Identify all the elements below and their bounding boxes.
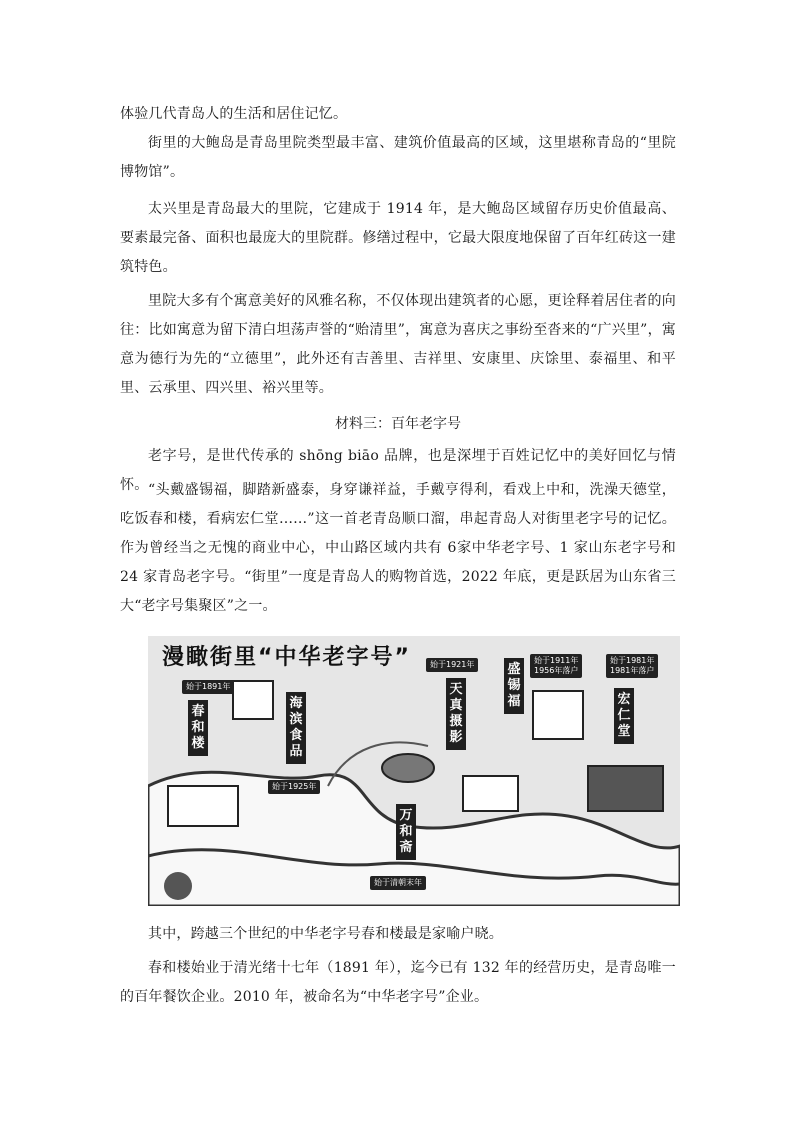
tag-1925: 始于1925年 — [268, 780, 320, 794]
sign-wanhezhai: 万和斋 — [396, 804, 416, 860]
tag-1891: 始于1891年 — [182, 680, 234, 694]
paragraph-7: 其中，跨越三个世纪的中华老字号春和楼最是家喻户晓。 — [148, 926, 503, 942]
tag-1981: 始于1981年 1981年落户 — [606, 654, 658, 678]
map-title: 漫瞰街里“中华老字号” — [162, 645, 411, 670]
sign-shengxifu: 盛锡福 — [504, 658, 524, 714]
map-background — [148, 636, 680, 906]
sign-tianzhen: 天真摄影 — [446, 678, 466, 750]
sign-haibin: 海滨食品 — [286, 692, 306, 764]
paragraph-6: “头戴盛锡福，脚踏新盛泰，身穿谦祥益，手戴亨得利，看戏上中和，洗澡天德堂，吃饭春和楼，看病宏仁堂……”这一首老青岛顺口溜，串起青岛人对街里老字号的记忆。作为曾经当之无愧的商业中心，中山路区域内共有 6家中华老字号、1 家山东老字号和 24 家青岛老字号。“街里”一度是青岛人的购物首选，2022 年底，更是跃居为山东省三大“老字号集聚区”之一。 — [120, 482, 676, 614]
tag-qing: 始于清朝末年 — [370, 876, 426, 890]
brand-map-illustration — [148, 636, 680, 906]
section-heading: 材料三：百年老字号 — [335, 416, 461, 432]
paragraph-1: 体验几代青岛人的生活和居住记忆。 — [120, 106, 348, 122]
paragraph-3: 太兴里是青岛最大的里院，它建成于 1914 年，是大鲍岛区域留存历史价值最高、要素最完备、面积也最庞大的里院群。修缮过程中，它最大限度地保留了百年红砖这一建筑特色。 — [120, 201, 676, 275]
paragraph-8: 春和楼始业于清光绪十七年（1891 年），迄今已有 132 年的经营历史，是青岛唯一的百年餐饮企业。2010 年，被命名为“中华老字号”企业。 — [120, 960, 676, 1005]
tag-1921: 始于1921年 — [426, 658, 478, 672]
paragraph-4: 里院大多有个寓意美好的风雅名称，不仅体现出建筑者的心愿，更诠释着居住者的向往：比如寓意为留下清白坦荡声誉的“贻清里”，寓意为喜庆之事纷至沓来的“广兴里”，寓意为德行为先的“立德里”，此外还有吉善里、吉祥里、安康里、庆馀里、泰福里、和平里、云承里、四兴里、裕兴里等。 — [120, 293, 676, 396]
tag-1911: 始于1911年 1956年落户 — [530, 654, 582, 678]
sign-chunhelou: 春和楼 — [188, 700, 208, 756]
sign-hongrentang: 宏仁堂 — [614, 688, 634, 744]
paragraph-2: 街里的大鲍岛是青岛里院类型最丰富、建筑价值最高的区域，这里堪称青岛的“里院博物馆”。 — [120, 135, 676, 180]
paragraph-5: 老字号，是世代传承的 shōng biāo 品牌，也是深埋于百姓记忆中的美好回忆与情怀。 — [120, 448, 676, 493]
